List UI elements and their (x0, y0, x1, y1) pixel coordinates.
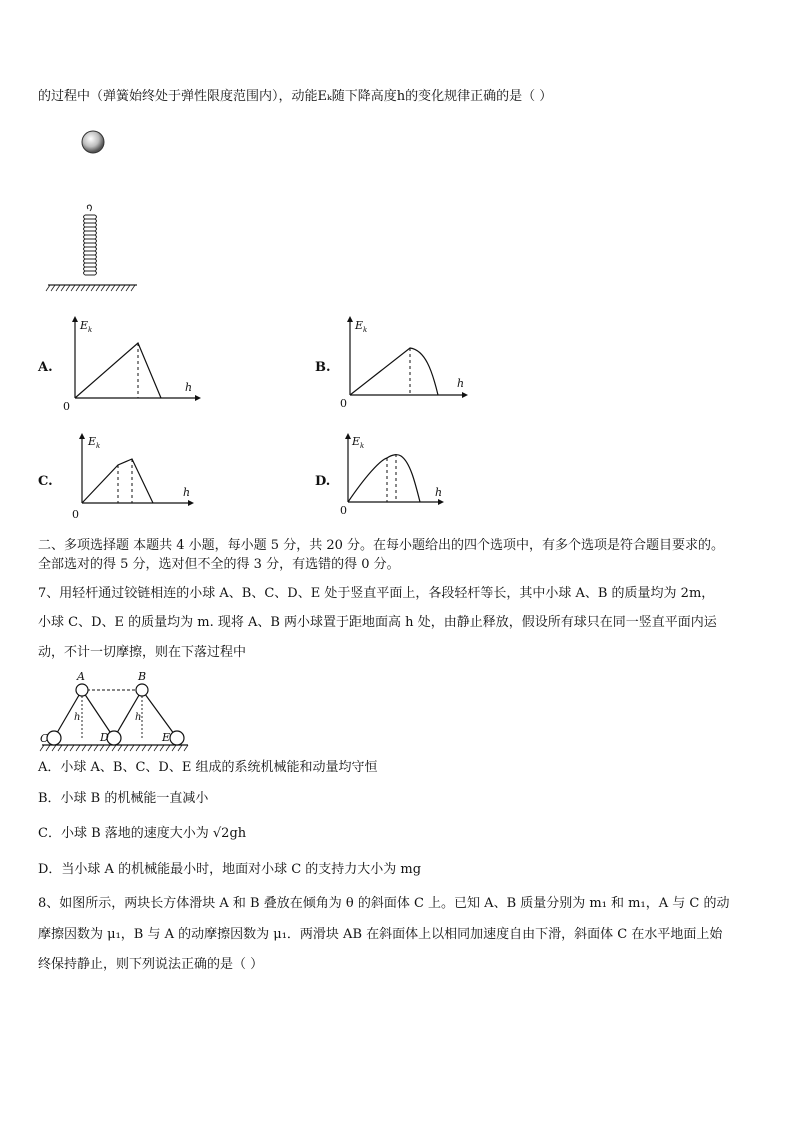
svg-text:h: h (185, 381, 193, 394)
svg-text:0: 0 (340, 504, 347, 517)
ball (82, 131, 104, 153)
svg-text:h: h (183, 486, 191, 499)
q7-line-3: 动，不计一切摩擦，则在下落过程中 (38, 645, 247, 660)
svg-text:Ek: $E_k$ (80, 319, 93, 334)
option-b-graph (335, 315, 475, 415)
q7-line-1: 7、用轻杆通过铰链相连的小球 A、B、C、D、E 处于竖直平面上，各段轻杆等长，其中小球 A、B 的质量均为 2m， (38, 586, 715, 601)
option-c-label[interactable]: C. (38, 474, 53, 489)
q7-option-a[interactable]: A．小球 A、B、C、D、E 组成的系统机械能和动量均守恒 (38, 760, 378, 775)
q7-option-c[interactable]: C．小球 B 落地的速度大小为 √2gh (38, 826, 247, 841)
svg-text:h: h (135, 712, 142, 723)
svg-text:h: h (435, 486, 443, 499)
svg-text:A: A (77, 670, 85, 683)
option-a-graph (60, 315, 200, 415)
q7-option-d[interactable]: D．当小球 A 的机械能最小时，地面对小球 C 的支持力大小为 mg (38, 862, 422, 877)
spring (85, 205, 95, 275)
svg-text:Ek: $E_k$ (88, 435, 101, 450)
svg-text:0: 0 (63, 400, 70, 413)
option-b-label[interactable]: B. (315, 360, 331, 375)
question-6-stem-tail: 的过程中（弹簧始终处于弹性限度范围内），动能Eₖ随下降高度h的变化规律正确的是（ ） (38, 89, 553, 104)
svg-text:h: h (457, 377, 465, 390)
svg-text:Ek: $E_k$ (352, 435, 365, 450)
ek-curve-d (348, 455, 420, 502)
linkage-figure (40, 670, 190, 752)
ball-b (136, 684, 148, 696)
svg-text:h: h (74, 712, 81, 723)
svg-text:D: D (100, 731, 109, 744)
q8-line-1: 8、如图所示，两块长方体滑块 A 和 B 叠放在倾角为 θ 的斜面体 C 上。已知 A、B 质量分别为 m₁ 和 m₁，A 与 C 的动 (38, 896, 730, 911)
option-c-graph (60, 432, 200, 527)
option-a-label[interactable]: A. (38, 360, 53, 375)
q7-option-b[interactable]: B．小球 B 的机械能一直减小 (38, 791, 209, 806)
q8-line-3: 终保持静止，则下列说法正确的是（ ） (38, 957, 264, 972)
option-d-graph (335, 432, 455, 527)
ball-e (170, 731, 184, 745)
ball-a (76, 684, 88, 696)
ball-d (107, 731, 121, 745)
svg-text:E: E (162, 731, 171, 744)
svg-text:0: 0 (340, 397, 347, 410)
q8-line-2: 摩擦因数为 μ₁，B 与 A 的动摩擦因数为 μ₁．两滑块 AB 在斜面体上以相同加速度自由下滑，斜面体 C 在水平地面上始 (38, 927, 723, 942)
ball-spring-figure (40, 125, 160, 295)
section-header: 二、多项选择题 本题共 4 小题，每小题 5 分，共 20 分。在每小题给出的四个选项中，有多个选项是符合题目要求的。 (38, 538, 725, 553)
ek-curve-b (350, 348, 438, 395)
ek-curve-a (75, 343, 161, 398)
svg-text:C: C (40, 732, 49, 745)
svg-text:Ek: $E_k$ (355, 319, 368, 334)
svg-text:B: B (138, 670, 147, 683)
option-d-label[interactable]: D. (315, 474, 331, 489)
svg-text:0: 0 (72, 508, 79, 521)
q7-line-2: 小球 C、D、E 的质量均为 m. 现将 A、B 两小球置于距地面高 h 处，由静止释放，假设所有球只在同一竖直平面内运 (38, 615, 717, 630)
section-scoring: 全部选对的得 5 分，选对但不全的得 3 分，有选错的得 0 分。 (38, 557, 400, 572)
ball-c (47, 731, 61, 745)
